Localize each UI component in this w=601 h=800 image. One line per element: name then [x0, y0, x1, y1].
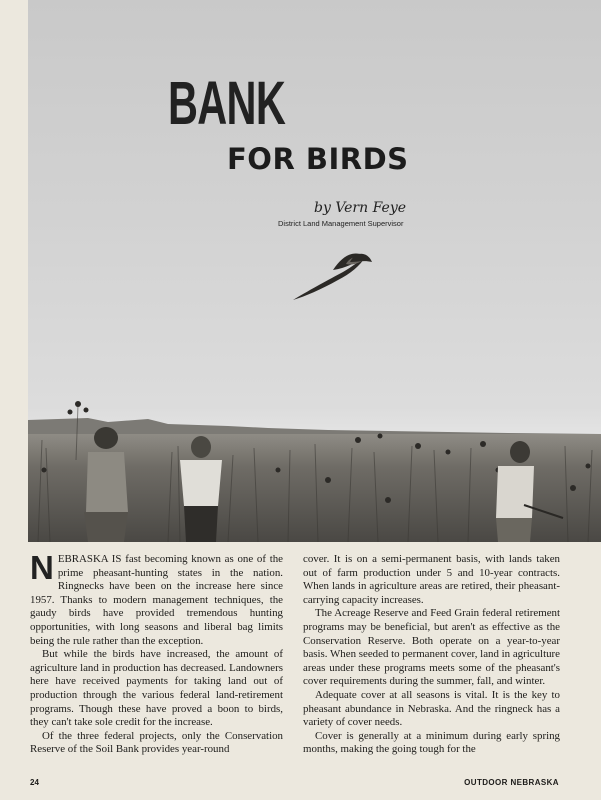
headline-bank: BANK	[168, 69, 286, 137]
paragraph: cover. It is on a semi-permanent basis, with lands taken out of farm production under 5 and 10-year contracts. When lands in agriculture areas are retired, their pheasant-carrying capacity increases.	[303, 553, 560, 606]
paragraph: Adequate cover at all seasons is vital. It is the key to pheasant abundance in Nebraska. And the ringneck has a variety of cover needs.	[303, 688, 560, 729]
article-column-left	[30, 549, 283, 757]
drop-cap: N	[30, 549, 54, 586]
headline-for-birds: FOR BIRDS	[227, 142, 409, 176]
paragraph: Cover is generally at a minimum during early spring months, making the going tough for the	[303, 729, 560, 756]
article-column-right	[303, 553, 560, 757]
magazine-name: OUTDOOR NEBRASKA	[464, 778, 559, 787]
byline-title: District Land Management Supervisor	[278, 219, 404, 228]
page-number: 24	[30, 778, 39, 787]
paragraph: Of the three federal projects, only the Conservation Reserve of the Soil Bank provides year-round	[30, 729, 283, 756]
photo-illustration	[28, 0, 601, 542]
paragraph: The Acreage Reserve and Feed Grain federal retirement programs may be beneficial, but aren't as effective as the Conservation Reserve. Both operate on a year-to-year basis. When seeded to permanent cover, land in agriculture areas under these programs meets some of the pheasant's cover requirements during the summer, fall, and winter.	[303, 607, 561, 688]
paragraph: But while the birds have increased, the amount of agriculture land in production has decreased. Landowners here have received payments for taking land out of production through the various federal land-retirement programs. Though these have proved a boon to birds, they can't take sole credit for the increase.	[30, 648, 283, 729]
hunting-photo	[28, 0, 601, 542]
pheasant-image	[293, 254, 372, 300]
byline-author: by Vern Feye	[314, 200, 407, 216]
paragraph: NEBRASKA IS fast becoming known as one of the prime pheasant-hunting states in the nation. Ringnecks have been on the increase here since 1957. Thanks to modern management techniques, the gaudy birds have provided tremendous hunting opportunities, with long seasons and liberal bag limits being the rule rather than the exception.	[30, 549, 283, 647]
